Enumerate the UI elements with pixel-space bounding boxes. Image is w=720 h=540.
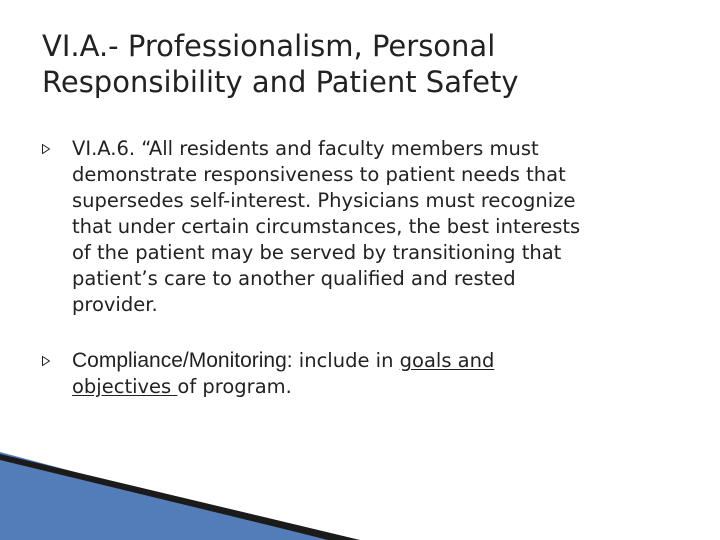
bullet-2-line-1 [72, 348, 682, 374]
bullet-1-line-1: VI.A.6. “All residents and faculty members must [72, 137, 539, 160]
bullet-1-line-6: patient’s care to another qualified and rested [72, 267, 516, 290]
bullet-1-line-3: supersedes self-interest. Physicians must recognize [72, 189, 576, 212]
compliance-label: Compliance/Monitoring: [72, 349, 293, 372]
bullet-list [42, 136, 682, 400]
slide-title [42, 28, 662, 100]
arrow-right-icon [42, 144, 50, 154]
bullet-2-text-end: of program. [177, 375, 292, 398]
bullet-2-line-2 [72, 374, 682, 400]
bullet-1-line-2: demonstrate responsiveness to patient needs that [72, 163, 566, 186]
bullet-1-line-4: that under certain circumstances, the best interests [72, 215, 581, 238]
arrow-right-icon [42, 356, 50, 366]
bullet-1-line-7: provider. [72, 293, 158, 316]
bullet-2-text: include in [292, 349, 400, 372]
bullet-item-1 [42, 136, 682, 318]
goals-objectives-underlined-1: goals and [399, 349, 495, 372]
slide-decoration [0, 440, 720, 540]
goals-objectives-underlined-2: objectives [72, 375, 178, 398]
bullet-item-2 [42, 348, 682, 400]
bullet-1-line-5: of the patient may be served by transitioning that [72, 241, 562, 264]
title-line-2: Responsibility and Patient Safety [42, 65, 519, 99]
title-line-1: VI.A.- Professionalism, Personal [42, 29, 496, 63]
